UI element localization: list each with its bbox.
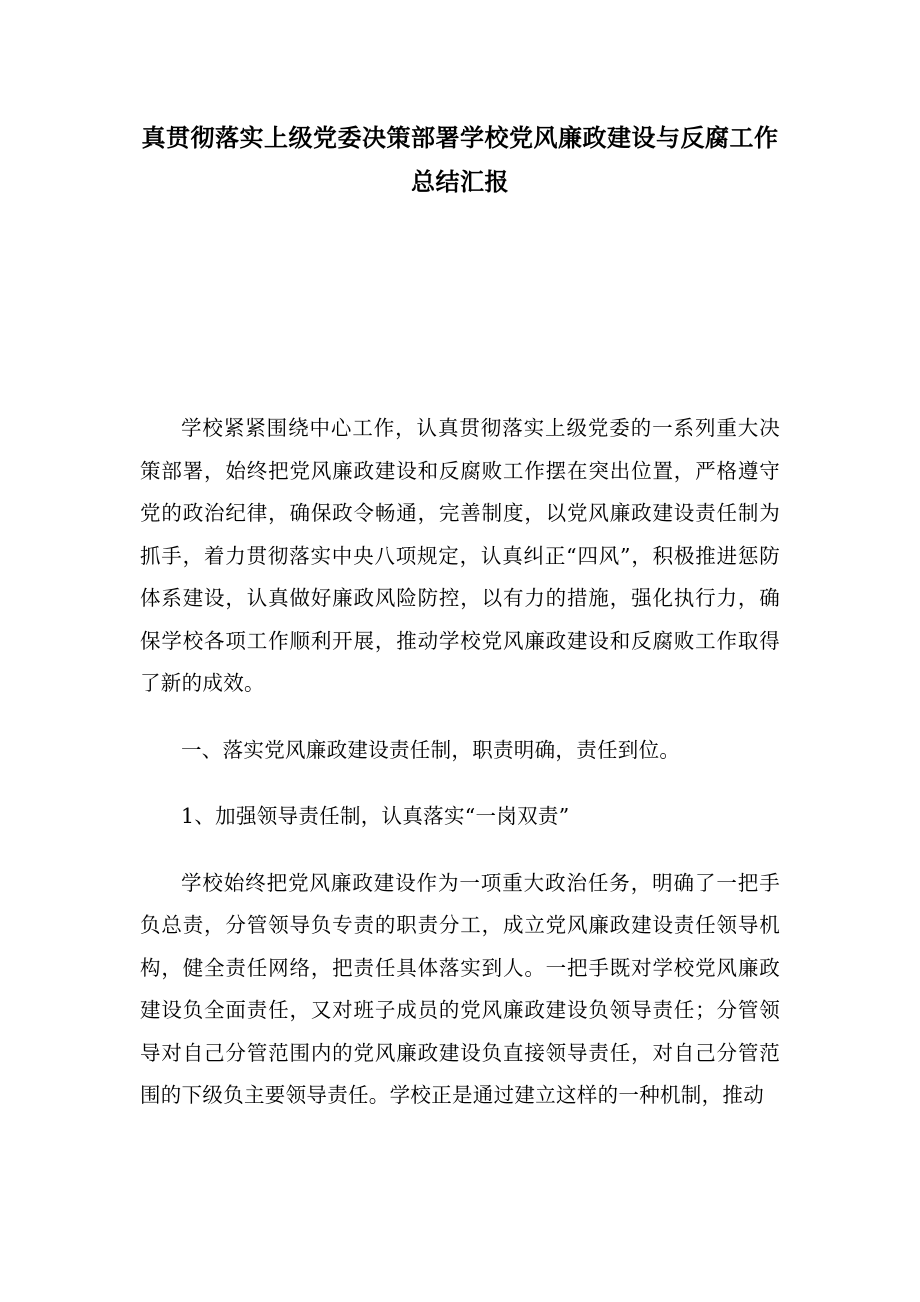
paragraph-gap (140, 838, 780, 862)
paragraph-gap (140, 771, 780, 795)
section-heading-1: 一、落实党风廉政建设责任制，职责明确，责任到位。 (181, 737, 681, 762)
document-body (140, 407, 780, 1117)
paragraph-responsibility: 学校始终把党风廉政建设作为一项重大政治任务，明确了一把手负总责，分管领导负专责的职责分工，成立党风廉政建设责任领导机构，健全责任网络，把责任具体落实到人。一把手既对学校党风廉政建设负全面责任，又对班子成员的党风廉政建设负领导责任；分管领导对自己分管范围内的党风廉政建设负直接领导责任，对自己分管范围的下级负主要领导责任。学校正是通过建立这样的一种机制，推动 (140, 870, 780, 1107)
paragraph-intro: 学校紧紧围绕中心工作，认真贯彻落实上级党委的一系列重大决策部署，始终把党风廉政建设和反腐败工作摆在突出位置，严格遵守党的政治纪律，确保政令畅通，完善制度，以党风廉政建设责任制为抓手，着力贯彻落实中央八项规定，认真纠正“四风”，积极推进惩防体系建设，认真做好廉政风险防控，以有力的措施，强化执行力，确保学校各项工作顺利开展，推动学校党风廉政建设和反腐败工作取得了新的成效。 (140, 416, 780, 695)
paragraph-gap (140, 705, 780, 729)
subsection-heading-1-1: 1、加强领导责任制，认真落实“一岗双责” (181, 804, 570, 828)
document-title: 真贯彻落实上级党委决策部署学校党风廉政建设与反腐工作总结汇报 (141, 124, 779, 196)
